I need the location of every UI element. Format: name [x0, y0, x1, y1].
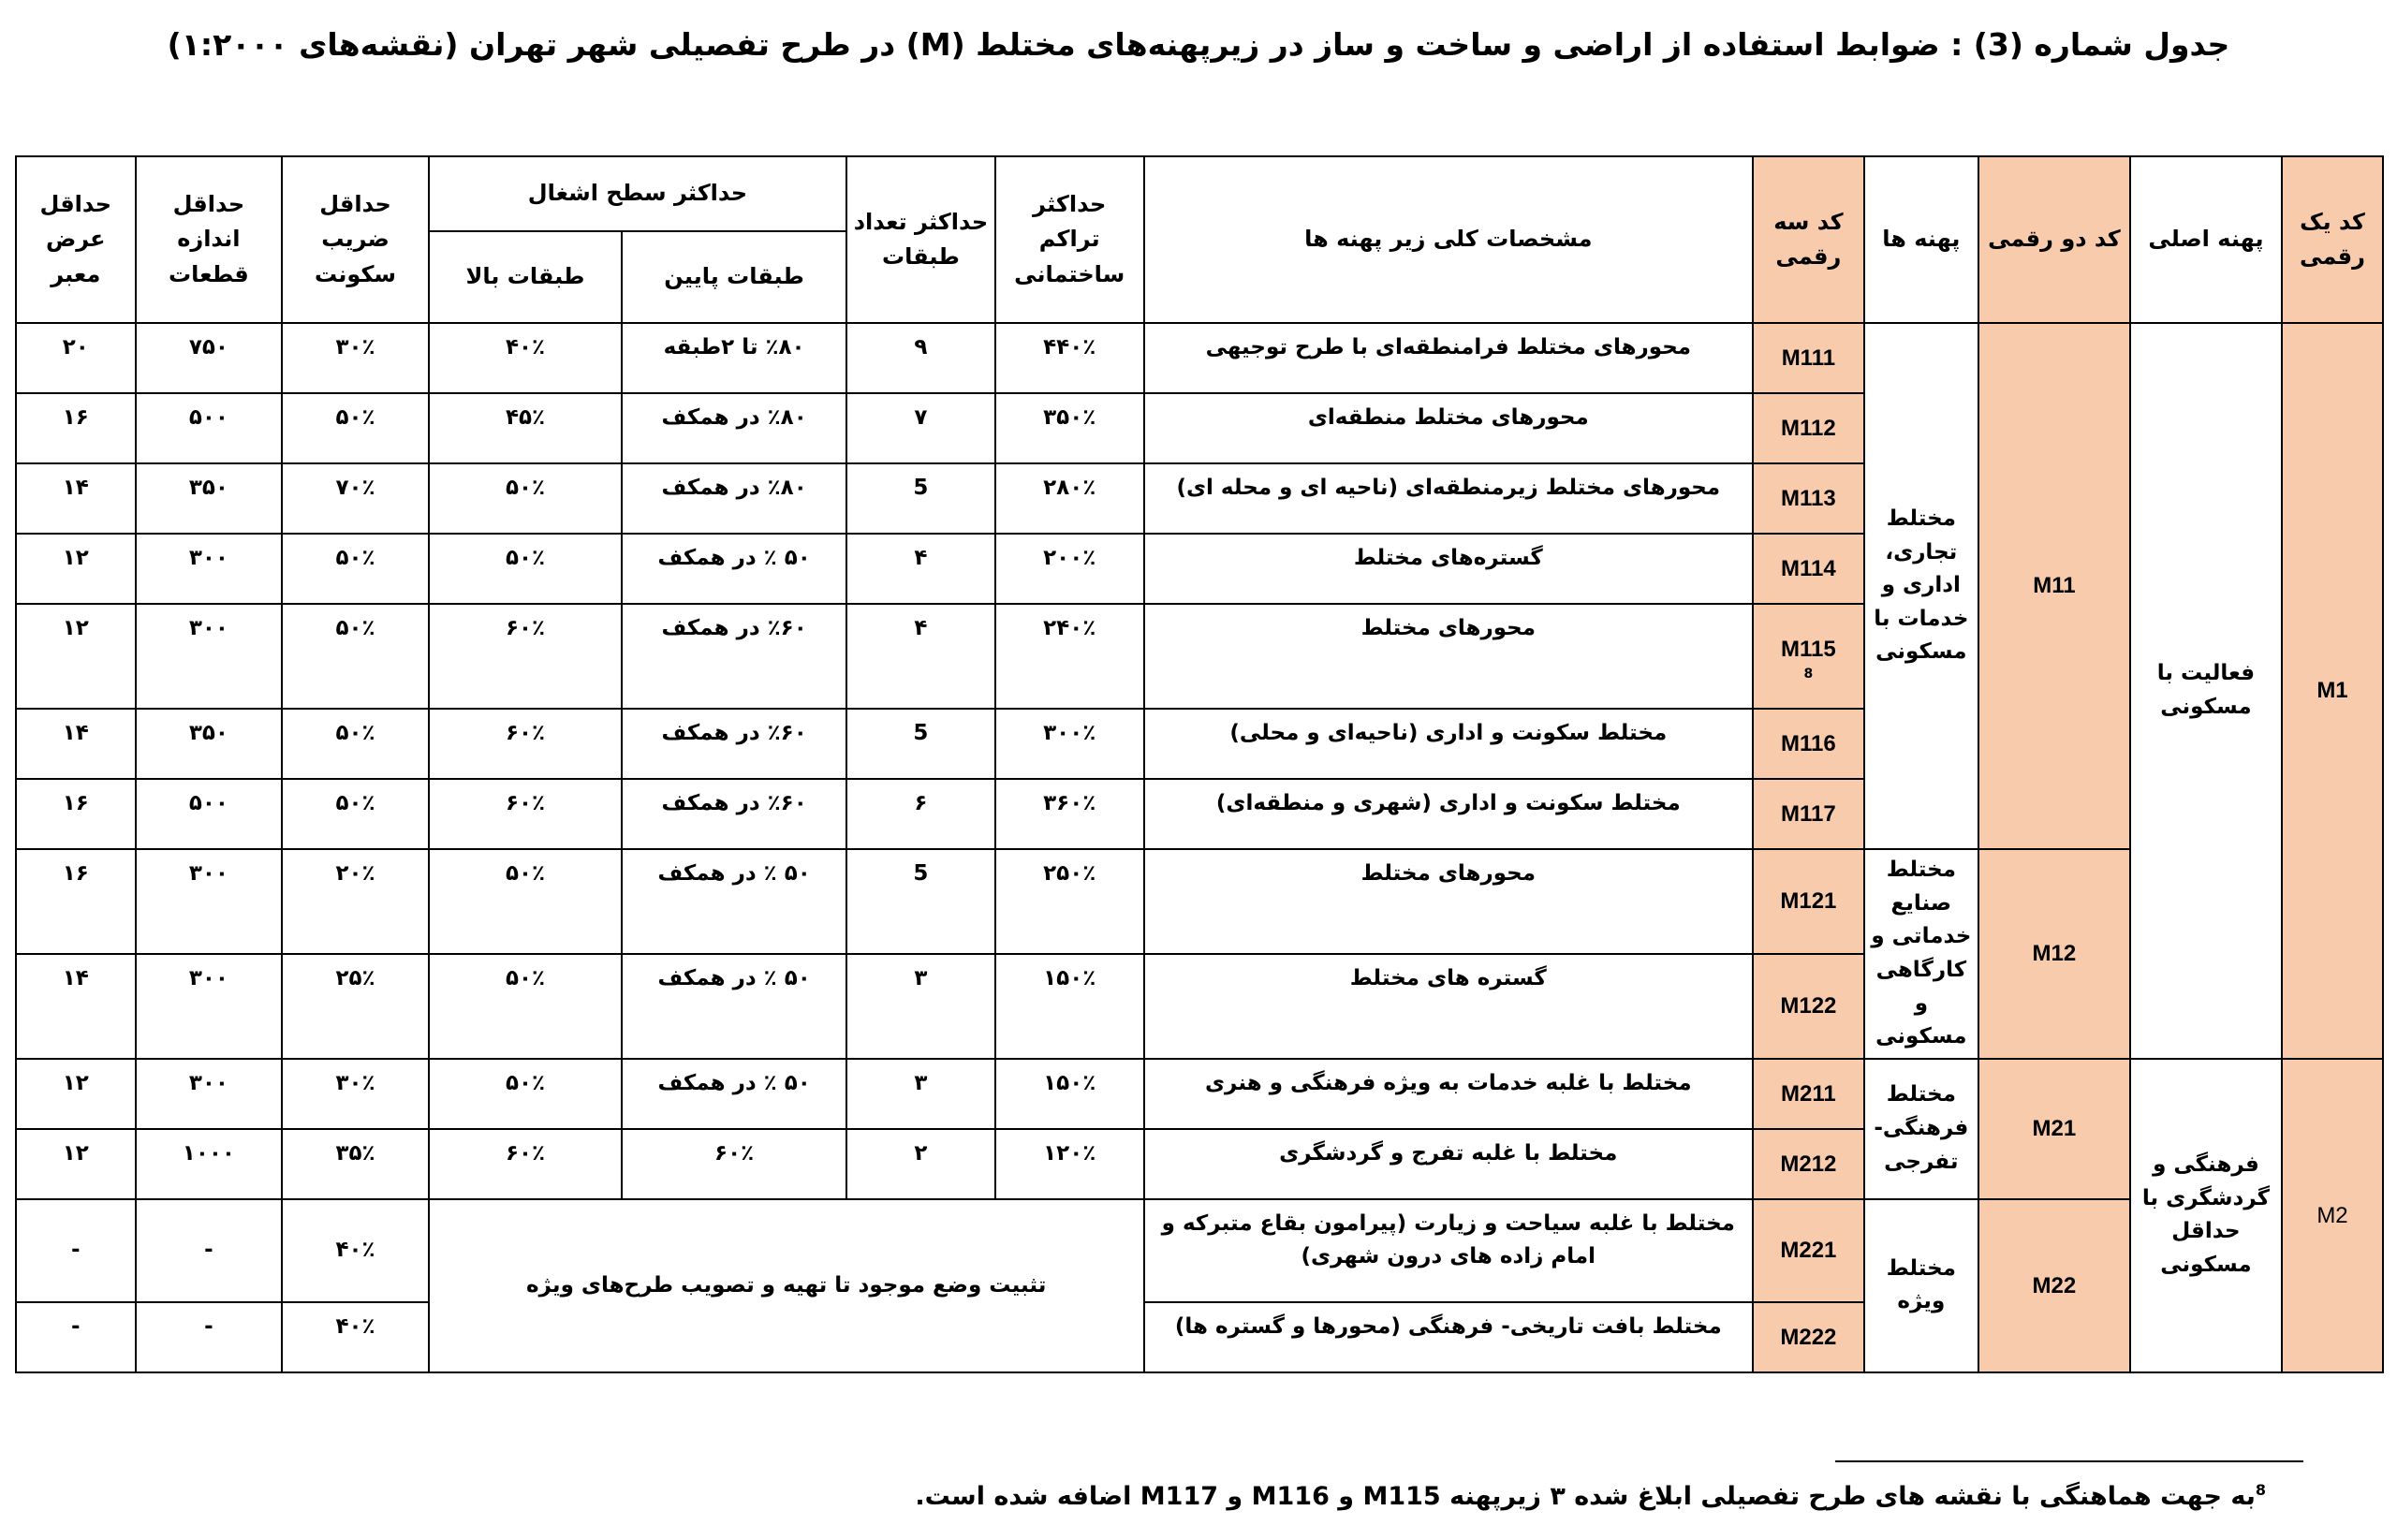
group-label-m11: مختلط تجاری، اداری و خدمات با مسکونی	[1864, 323, 1978, 849]
row-code: M111	[1781, 345, 1836, 371]
row-desc: مختلط با غلبه خدمات به ویژه فرهنگی و هنری	[1144, 1059, 1753, 1129]
footnote	[915, 1481, 2266, 1511]
row-residential: ۵۰٪	[282, 534, 429, 604]
row-code: M116	[1781, 730, 1836, 756]
row-residential: ۵۰٪	[282, 604, 429, 709]
row-road: -	[16, 1302, 136, 1372]
row-desc: محورهای مختلط	[1144, 849, 1753, 954]
group-code-m2: M2	[2316, 1202, 2348, 1228]
row-upper: ۵۰٪	[429, 463, 622, 534]
row-floors: ۲	[846, 1129, 995, 1199]
row-code: M121	[1780, 888, 1837, 915]
row-residential: ۳۵٪	[282, 1129, 429, 1199]
row-upper: ۵۰٪	[429, 1059, 622, 1129]
table-row	[16, 1059, 2383, 1129]
header-upper-floors: طبقات بالا	[429, 231, 622, 323]
row-desc: مختلط سکونت و اداری (شهری و منطقه‌ای)	[1144, 779, 1753, 849]
row-plot: ۳۰۰	[136, 954, 283, 1059]
row-plot: -	[136, 1199, 283, 1302]
header-code2: کد دو رقمی	[1978, 156, 2130, 323]
special-note: تثبیت وضع موجود تا تهیه و تصویب طرح‌های ویژه	[429, 1199, 1144, 1372]
zoning-table	[15, 155, 2384, 1373]
row-code: M221	[1780, 1238, 1837, 1264]
group-label-m2: فرهنگی و گردشگری با حداقل مسکونی	[2130, 1059, 2282, 1372]
row-residential: ۲۵٪	[282, 954, 429, 1059]
row-density: ۲۸۰٪	[995, 463, 1144, 534]
row-code: M117	[1781, 800, 1836, 827]
header-max-density: حداکثر تراکم ساختمانی	[995, 156, 1144, 323]
row-code: M113	[1781, 485, 1836, 511]
row-floors: 5	[846, 709, 995, 779]
header-zones: پهنه ها	[1864, 156, 1978, 323]
row-desc: محورهای مختلط منطقه‌ای	[1144, 393, 1753, 463]
row-desc: گستره‌های مختلط	[1144, 534, 1753, 604]
row-desc: مختلط با غلبه سیاحت و زیارت (پیرامون بقاع متبرکه و امام زاده های درون شهری)	[1144, 1199, 1753, 1302]
group-code-m21: M21	[2032, 1116, 2077, 1142]
row-code: M211	[1781, 1080, 1836, 1107]
header-min-plot: حداقل اندازه قطعات	[136, 156, 283, 323]
table-row	[16, 1199, 2383, 1302]
row-code: M112	[1781, 415, 1836, 441]
row-floors: ۳	[846, 954, 995, 1059]
row-lower: ۵۰ ٪ در همکف	[622, 1059, 846, 1129]
row-density: ۳۵۰٪	[995, 393, 1144, 463]
row-desc: مختلط با غلبه تفرج و گردشگری	[1144, 1129, 1753, 1199]
row-floors: 5	[846, 463, 995, 534]
row-road: ۲۰	[16, 323, 136, 393]
header-desc: مشخصات کلی زیر پهنه ها	[1144, 156, 1753, 323]
row-upper: ۵۰٪	[429, 954, 622, 1059]
row-plot: ۳۰۰	[136, 849, 283, 954]
row-residential: ۴۰٪	[282, 1302, 429, 1372]
header-max-floors: حداکثر تعداد طبقات	[846, 156, 995, 323]
row-upper: ۴۰٪	[429, 323, 622, 393]
footnote-number: 8	[2255, 1481, 2266, 1499]
row-residential: ۲۰٪	[282, 849, 429, 954]
row-desc: محورهای مختلط زیرمنطقه‌ای (ناحیه ای و محله ای)	[1144, 463, 1753, 534]
row-residential: ۴۰٪	[282, 1199, 429, 1302]
row-density: ۴۴۰٪	[995, 323, 1144, 393]
header-main-zone: پهنه اصلی	[2130, 156, 2282, 323]
row-plot: ۳۰۰	[136, 1059, 283, 1129]
row-road: ۱۴	[16, 954, 136, 1059]
table-row	[16, 849, 2383, 954]
row-desc: مختلط بافت تاریخی- فرهنگی (محورها و گستره ها)	[1144, 1302, 1753, 1372]
group-label-m22: مختلط ویژه	[1864, 1199, 1978, 1372]
row-floors: ۶	[846, 779, 995, 849]
header-min-road: حداقل عرض معبر	[16, 156, 136, 323]
row-plot: ۵۰۰	[136, 393, 283, 463]
row-density: ۲۴۰٪	[995, 604, 1144, 709]
row-upper: ۴۵٪	[429, 393, 622, 463]
row-density: ۳۰۰٪	[995, 709, 1144, 779]
row-lower: ۵۰ ٪ در همکف	[622, 534, 846, 604]
row-plot: ۳۵۰	[136, 709, 283, 779]
row-density: ۲۵۰٪	[995, 849, 1144, 954]
group-code-m12: M12	[2032, 941, 2077, 967]
row-plot: ۳۰۰	[136, 604, 283, 709]
row-lower: ۵۰ ٪ در همکف	[622, 954, 846, 1059]
group-code-m1: M1	[2316, 678, 2348, 704]
row-residential: ۵۰٪	[282, 709, 429, 779]
row-upper: ۶۰٪	[429, 709, 622, 779]
row-residential: ۵۰٪	[282, 779, 429, 849]
row-residential: ۵۰٪	[282, 393, 429, 463]
group-code-m22: M22	[2032, 1272, 2077, 1298]
row-road: ۱۲	[16, 604, 136, 709]
row-desc: گستره های مختلط	[1144, 954, 1753, 1059]
table-row	[16, 323, 2383, 393]
row-density: ۱۲۰٪	[995, 1129, 1144, 1199]
row-desc: محورهای مختلط	[1144, 604, 1753, 709]
footnote-divider	[1835, 1460, 2303, 1462]
header-min-residential: حداقل ضریب سکونت	[282, 156, 429, 323]
footnote-mark: 8	[1803, 666, 1814, 682]
row-desc: محورهای مختلط فرامنطقه‌ای با طرح توجیهی	[1144, 323, 1753, 393]
row-plot: -	[136, 1302, 283, 1372]
row-road: ۱۴	[16, 463, 136, 534]
row-plot: ۳۰۰	[136, 534, 283, 604]
row-lower: ٪۸۰ در همکف	[622, 463, 846, 534]
row-residential: ۷۰٪	[282, 463, 429, 534]
row-floors: ۴	[846, 604, 995, 709]
row-density: ۲۰۰٪	[995, 534, 1144, 604]
row-road: ۱۶	[16, 849, 136, 954]
row-floors: ۳	[846, 1059, 995, 1129]
footnote-text: به جهت هماهنگی با نقشه های طرح تفصیلی ابلاغ شده ۳ زیرپهنه M115 و M116 و M117 اضافه شده است.	[915, 1482, 2256, 1511]
row-density: ۱۵۰٪	[995, 1059, 1144, 1129]
row-lower: ٪۶۰ در همکف	[622, 604, 846, 709]
row-code: M114	[1781, 555, 1836, 581]
row-upper: ۶۰٪	[429, 779, 622, 849]
row-residential: ۳۰٪	[282, 1059, 429, 1129]
row-road: ۱۲	[16, 1059, 136, 1129]
row-residential: ۳۰٪	[282, 323, 429, 393]
row-lower: ٪۸۰ در همکف	[622, 393, 846, 463]
row-lower: ٪۸۰ تا ۲طبقه	[622, 323, 846, 393]
row-floors: ۴	[846, 534, 995, 604]
row-code: M115	[1781, 637, 1836, 663]
header-max-occupancy: حداکثر سطح اشغال	[429, 156, 846, 231]
row-code: M222	[1780, 1324, 1837, 1350]
row-upper: ۵۰٪	[429, 534, 622, 604]
header-code3: کد سه رقمی	[1753, 156, 1864, 323]
row-road: ۱۶	[16, 393, 136, 463]
row-lower: ۶۰٪	[622, 1129, 846, 1199]
row-road: ۱۲	[16, 1129, 136, 1199]
row-upper: ۶۰٪	[429, 604, 622, 709]
row-desc: مختلط سکونت و اداری (ناحیه‌ای و محلی)	[1144, 709, 1753, 779]
row-code: M212	[1780, 1151, 1837, 1177]
header-lower-floors: طبقات پایین	[622, 231, 846, 323]
row-road: ۱۶	[16, 779, 136, 849]
page-title: جدول شماره (3) : ضوابط استفاده از اراضی و ساخت و ساز در زیرپهنه‌های مختلط (M) در طرح تفصیلی شهر تهران (نقشه‌های ۱:۲۰۰۰)	[167, 26, 2230, 63]
row-plot: ۱۰۰۰	[136, 1129, 283, 1199]
row-lower: ٪۶۰ در همکف	[622, 779, 846, 849]
row-code: M122	[1780, 993, 1837, 1019]
row-plot: ۳۵۰	[136, 463, 283, 534]
row-road: ۱۴	[16, 709, 136, 779]
row-density: ۳۶۰٪	[995, 779, 1144, 849]
row-upper: ۶۰٪	[429, 1129, 622, 1199]
row-road: ۱۲	[16, 534, 136, 604]
group-label-m21: مختلط فرهنگی-تفرجی	[1864, 1059, 1978, 1199]
row-upper: ۵۰٪	[429, 849, 622, 954]
header-code1: کد یک رقمی	[2282, 156, 2383, 323]
row-floors: ۷	[846, 393, 995, 463]
row-lower: ۵۰ ٪ در همکف	[622, 849, 846, 954]
row-floors: ۹	[846, 323, 995, 393]
row-road: -	[16, 1199, 136, 1302]
row-plot: ۷۵۰	[136, 323, 283, 393]
group-label-m1: فعالیت با مسکونی	[2130, 323, 2282, 1059]
row-density: ۱۵۰٪	[995, 954, 1144, 1059]
group-code-m11: M11	[2033, 573, 2076, 599]
row-plot: ۵۰۰	[136, 779, 283, 849]
row-floors: 5	[846, 849, 995, 954]
row-lower: ٪۶۰ در همکف	[622, 709, 846, 779]
group-label-m12: مختلط صنایع خدماتی و کارگاهی و مسکونی	[1864, 849, 1978, 1059]
